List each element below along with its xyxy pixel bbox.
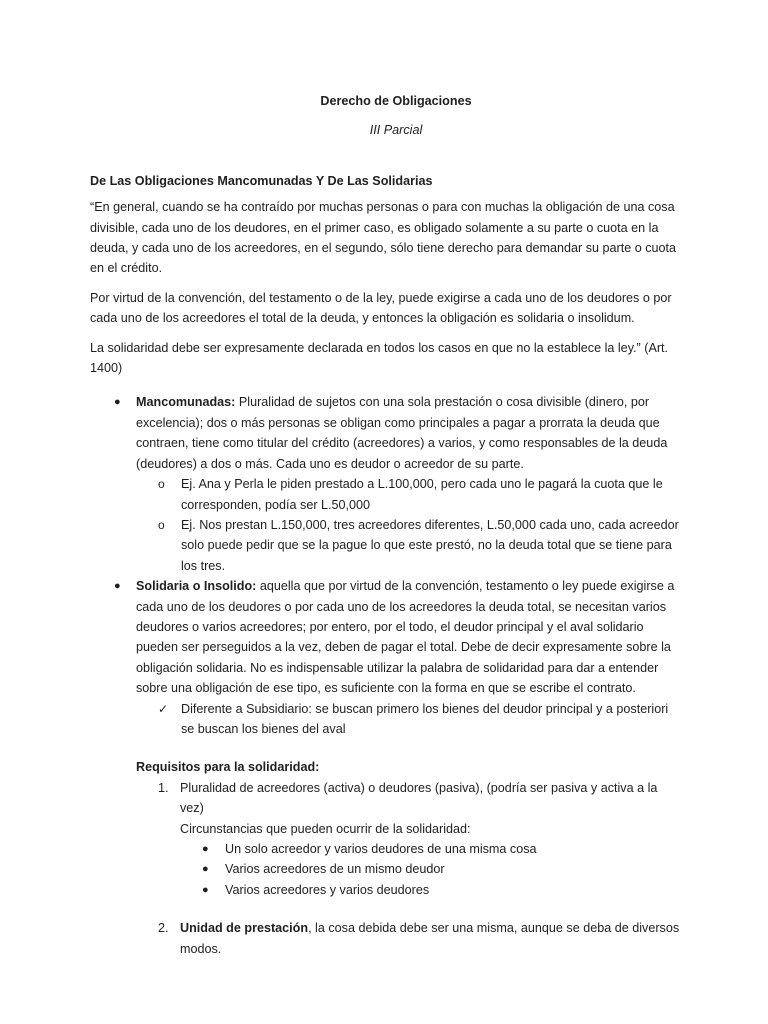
term-mancomunadas: Mancomunadas: (136, 395, 236, 410)
quote-paragraph-1: “En general, cuando se ha contraído por muchas personas o para con muchas la obligación de una cosa divisible, cada uno de los deudores, en el primer caso, es obligado solamente a su parte o cuota en la deuda, y cada uno de los acreedores, en el segundo, sólo tiene derecho para demandar su parte o cuota en el crédito. (90, 200, 677, 276)
circumstance-text: Varios acreedores de un mismo deudor (225, 862, 445, 877)
example-text: Ej. Ana y Perla le piden prestado a L.100,000, pero cada uno le pagará la cuota que le corresponden, podía ser L.50,000 (181, 477, 663, 512)
circumstance-item (180, 859, 682, 879)
bullet-icon: ● (202, 883, 209, 896)
circumstances-list (180, 839, 682, 900)
requisito-number: 2. (158, 921, 169, 936)
example-item (136, 515, 682, 576)
main-list (90, 392, 682, 739)
term-solidaria: Solidaria o Insolido: (136, 579, 257, 594)
circumstance-text: Un solo acreedor y varios deudores de una misma cosa (225, 842, 537, 856)
definition-mancomunadas: Pluralidad de sujetos con una sola prestación o cosa divisible (dinero, por excelencia); dos o más personas se obligan como principales a pagar a prorrata la deuda que contraen, tiene como titular del crédito (acreedores) a varios, y como responsables de la deuda (deudores) a dos o más. Cada uno es deudor o acreedor de su parte. (136, 395, 668, 471)
quote-paragraph-2: Por virtud de la convención, del testamento o de la ley, puede exigirse a cada uno de los deudores o por cada uno de los acreedores el total de la deuda, y entonces la obligación es solidaria o insolidum. (90, 290, 672, 326)
check-text: Diferente a Subsidiario: se buscan primero los bienes del deudor principal y a posteriori se buscan los bienes del aval (181, 701, 669, 736)
document-subtitle: III Parcial (369, 123, 423, 138)
checkmark-icon: ✓ (158, 701, 169, 716)
circumstance-item (180, 880, 682, 900)
list-item-mancomunadas (90, 392, 682, 576)
circumstance-text: Varios acreedores y varios deudores (225, 882, 430, 897)
examples-list (136, 474, 682, 576)
section-heading: De Las Obligaciones Mancomunadas Y De Las Solidarias (90, 173, 433, 188)
requisitos-heading: Requisitos para la solidaridad: (136, 760, 320, 775)
list-item-solidaria (90, 576, 682, 739)
requisito-text: Pluralidad de acreedores (activa) o deudores (pasiva), (podría ser pasiva y activa a la vez) (180, 780, 658, 816)
quote-paragraph-3-text: La solidaridad debe ser expresamente declarada en todos los casos en que no la establece la ley.” (90, 340, 641, 355)
circumstances-label: Circunstancias que pueden ocurrir de la solidaridad: (180, 821, 471, 836)
requisito-text: , la cosa debida debe ser una misma, aunque se deba de diversos modos. (180, 921, 680, 956)
definition-solidaria: aquella que por virtud de la convención, testamento o ley puede exigirse a cada uno de los deudores o por cada uno de los acreedores la deuda total, se necesitan varios deudores o varios acreedores; por entero, por el todo, el deudor principal y el aval solidario pueden ser perseguidos a la vez, deben de pagar el total. Debe de decir expresamente sobre la obligación solidaria. No es indispensable utilizar la palabra de solidaridad para dar a entender sobre una obligación de ese tipo, es suficiente con la forma en que se escribe el contrato. (136, 579, 675, 696)
requisito-item-1 (90, 778, 682, 900)
requisito-term: Unidad de prestación (180, 921, 309, 936)
document-title: Derecho de Obligaciones (320, 94, 472, 108)
requisito-item-2 (90, 918, 682, 959)
circle-bullet-icon: o (158, 477, 165, 492)
document-body (90, 91, 682, 959)
check-list (136, 699, 682, 740)
bullet-icon: ● (114, 580, 121, 593)
bullet-icon: ● (202, 843, 209, 855)
requisito-number: 1. (158, 780, 169, 795)
bullet-icon: ● (114, 396, 121, 409)
circumstance-item (180, 839, 682, 859)
article-reference: (Art. 1400) (90, 340, 669, 376)
example-item (136, 474, 682, 515)
requisitos-list (90, 778, 682, 959)
example-text: Ej. Nos prestan L.150,000, tres acreedores diferentes, L.50,000 cada uno, cada acreedor solo puede pedir que se la pague lo que este prestó, no la deuda total que se tiene para los tres. (181, 517, 679, 573)
quote-paragraph-3 (90, 338, 682, 379)
bullet-icon: ● (202, 863, 209, 876)
circle-bullet-icon: o (158, 517, 165, 532)
check-item (136, 699, 682, 740)
